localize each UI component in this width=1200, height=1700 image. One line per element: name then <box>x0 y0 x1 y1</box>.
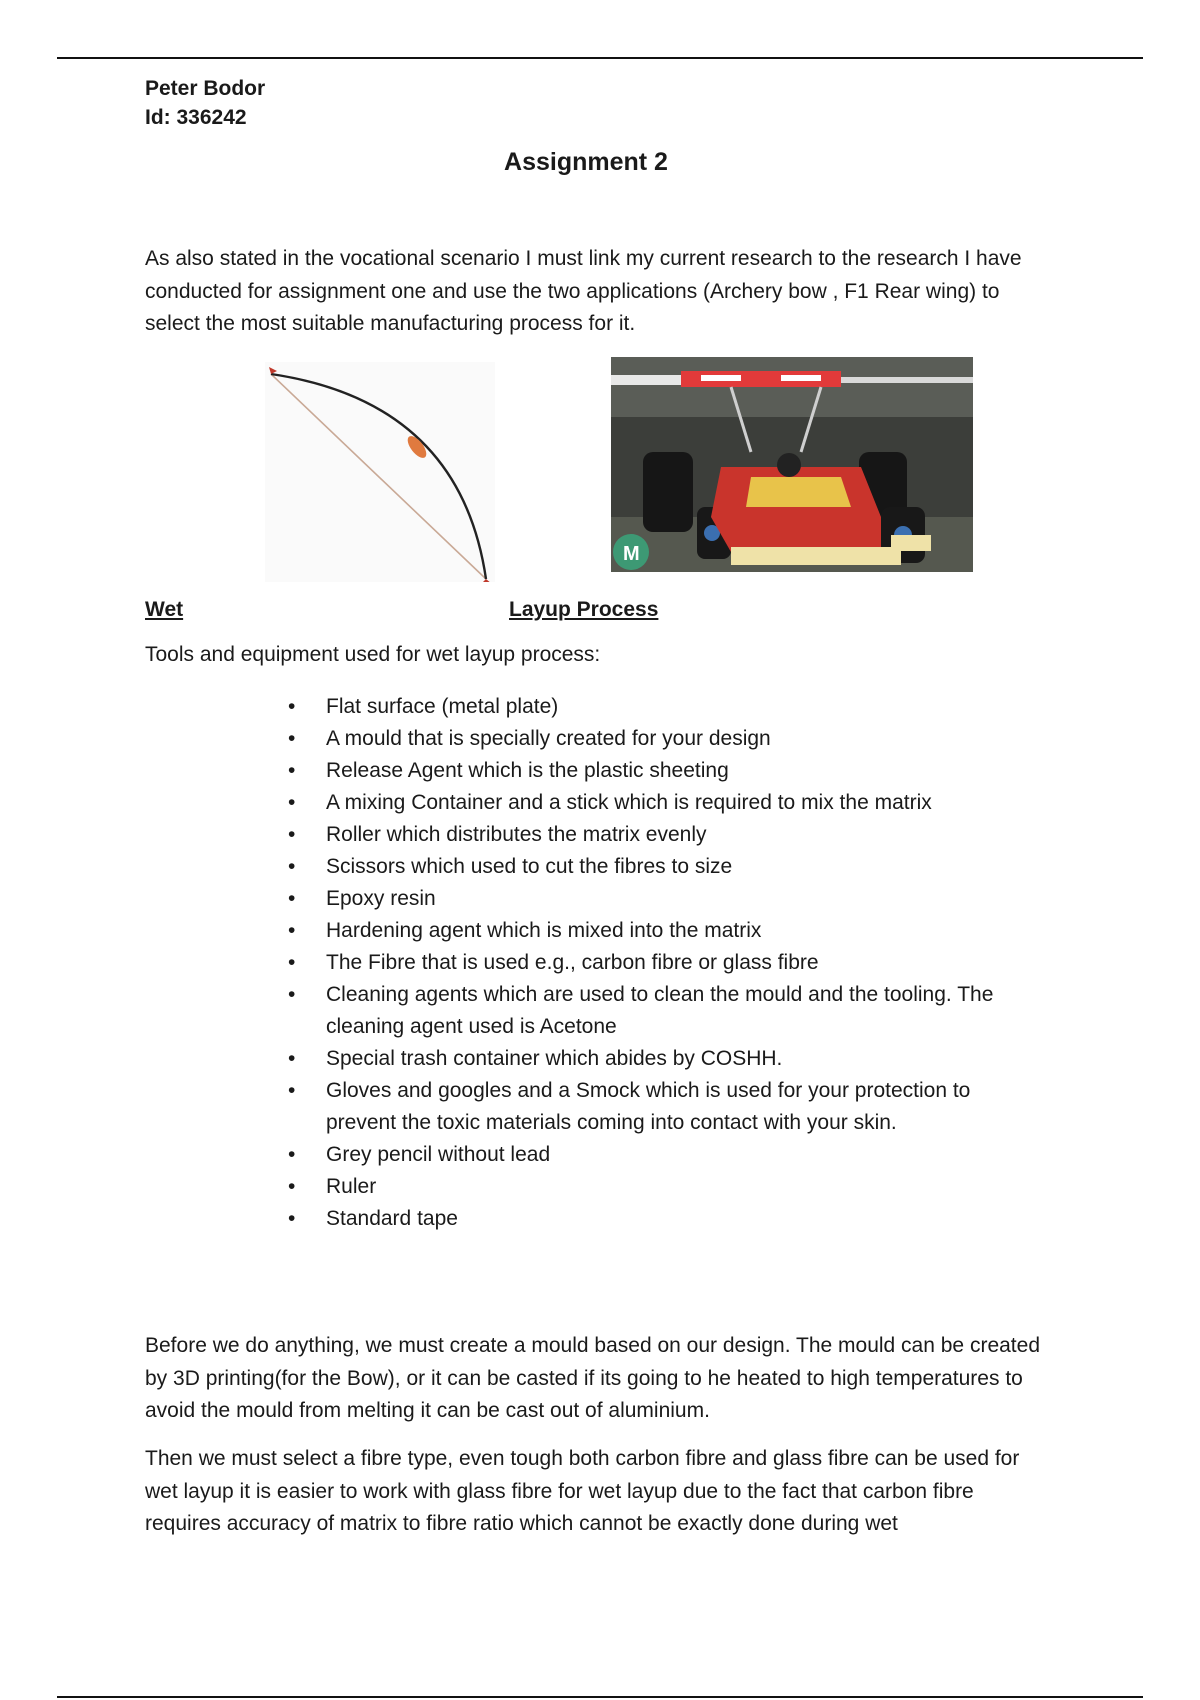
car-watermark: M <box>623 543 640 565</box>
tools-list <box>288 691 1046 1235</box>
list-item: • Special trash container which abides by COSHH. <box>326 1043 1046 1075</box>
page-title: Assignment 2 <box>504 148 668 176</box>
bullet-icon: • <box>288 951 296 974</box>
bullet-icon: • <box>288 855 296 878</box>
bottom-rule <box>57 1696 1143 1698</box>
f1-car-image <box>611 357 973 572</box>
heading-wet: Wet <box>145 598 184 621</box>
list-item: • Epoxy resin <box>326 883 1046 915</box>
list-item: • Scissors which used to cut the fibres to size <box>326 851 1046 883</box>
author-name: Peter Bodor <box>145 77 266 100</box>
bullet-icon: • <box>288 759 296 782</box>
list-item: • Ruler <box>326 1171 1046 1203</box>
list-item: • Cleaning agents which are used to clean the mould and the tooling. The cleaning agent used is Acetone <box>326 979 1046 1043</box>
top-rule <box>57 57 1143 59</box>
bullet-icon: • <box>288 791 296 814</box>
bullet-icon: • <box>288 1175 296 1198</box>
bullet-icon: • <box>288 1047 296 1070</box>
bullet-icon: • <box>288 983 296 1006</box>
list-item: • Flat surface (metal plate) <box>326 691 1046 723</box>
bullet-icon: • <box>288 1143 296 1166</box>
intro-paragraph: As also stated in the vocational scenario I must link my current research to the research I have conducted for assignment one and use the two applications (Archery bow , F1 Rear wing) to select the most suitable manufacturing process for it. <box>145 247 1022 335</box>
tools-intro: Tools and equipment used for wet layup process: <box>145 643 601 666</box>
bullet-icon: • <box>288 919 296 942</box>
bullet-icon: • <box>288 887 296 910</box>
body-paragraph-2: Then we must select a fibre type, even tough both carbon fibre and glass fibre can be used for wet layup it is easier to work with glass fibre for wet layup due to the fact that carbon fibre requires accuracy of matrix to fibre ratio which cannot be exactly done during wet <box>145 1447 1020 1535</box>
bullet-icon: • <box>288 1079 296 1102</box>
archery-bow-image <box>265 362 495 582</box>
list-item: • Grey pencil without lead <box>326 1139 1046 1171</box>
list-item: • Gloves and googles and a Smock which is used for your protection to prevent the toxic materials coming into contact with your skin. <box>326 1075 1046 1139</box>
bullet-icon: • <box>288 727 296 750</box>
list-item: • Release Agent which is the plastic sheeting <box>326 755 1046 787</box>
list-item: • Hardening agent which is mixed into the matrix <box>326 915 1046 947</box>
author-block <box>145 74 265 132</box>
list-item: • Roller which distributes the matrix evenly <box>326 819 1046 851</box>
body-paragraph-1: Before we do anything, we must create a mould based on our design. The mould can be created by 3D printing(for the Bow), or it can be casted if its going to he heated to high temperatures to avoid the mould from melting it can be cast out of aluminium. <box>145 1334 1040 1422</box>
bullet-icon: • <box>288 695 296 718</box>
list-item: • The Fibre that is used e.g., carbon fibre or glass fibre <box>326 947 1046 979</box>
bullet-icon: • <box>288 823 296 846</box>
list-item: • A mould that is specially created for your design <box>326 723 1046 755</box>
list-item: • Standard tape <box>326 1203 1046 1235</box>
list-item: • A mixing Container and a stick which is required to mix the matrix <box>326 787 1046 819</box>
heading-layup-process: Layup Process <box>509 598 659 621</box>
bullet-icon: • <box>288 1207 296 1230</box>
author-id: Id: 336242 <box>145 106 247 129</box>
